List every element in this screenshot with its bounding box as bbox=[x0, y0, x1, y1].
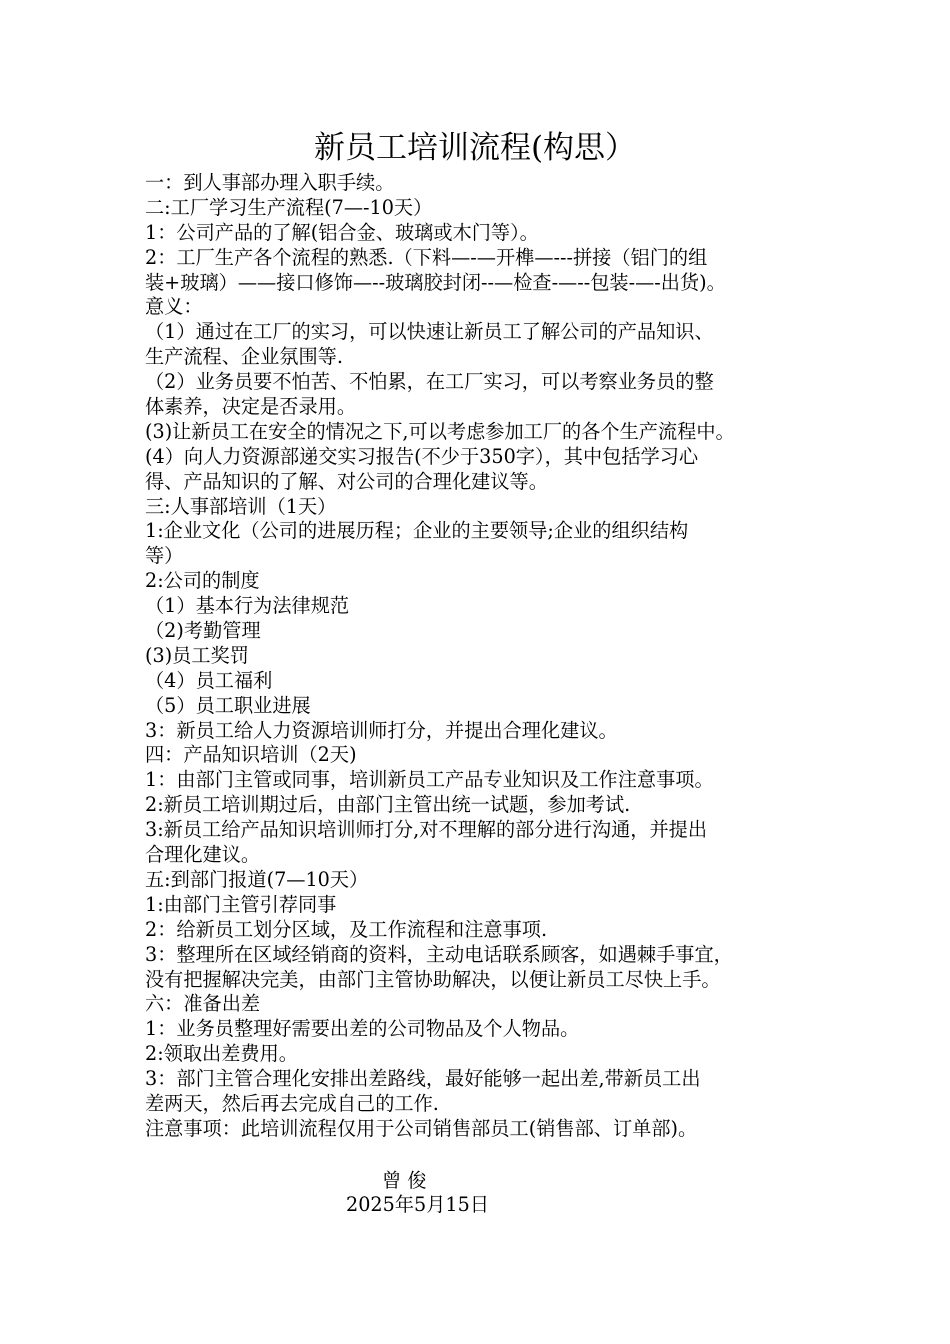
signature-name: 曾 俊 bbox=[382, 1169, 427, 1192]
document-body bbox=[145, 171, 825, 1142]
text-line: （2)考勤管理 bbox=[145, 619, 261, 643]
text-line: 1：业务员整理好需要出差的公司物品及个人物品。 bbox=[145, 1017, 580, 1041]
text-line: 意义： bbox=[145, 295, 203, 319]
text-line: 2:公司的制度 bbox=[145, 569, 260, 593]
text-line: （4）员工福利 bbox=[145, 668, 273, 692]
text-line: 等） bbox=[145, 544, 184, 568]
text-line: (3)员工奖罚 bbox=[145, 643, 249, 667]
text-line: 没有把握解决完美，由部门主管协助解决，以便让新员工尽快上手。 bbox=[145, 967, 721, 991]
text-line: 差两天，然后再去完成自己的工作. bbox=[145, 1091, 439, 1115]
text-line: 2:领取出差费用。 bbox=[145, 1042, 298, 1066]
text-line: 生产流程、企业氛围等. bbox=[145, 345, 343, 369]
text-line: （1）通过在工厂的实习，可以快速让新员工了解公司的产品知识、 bbox=[145, 320, 714, 344]
text-line: 三:人事部培训（1天） bbox=[145, 494, 337, 518]
text-line: 3：新员工给人力资源培训师打分，并提出合理化建议。 bbox=[145, 718, 618, 742]
text-line: 3：部门主管合理化安排出差路线，最好能够一起出差,带新员工出 bbox=[145, 1067, 701, 1091]
text-line: 1：由部门主管或同事，培训新员工产品专业知识及工作注意事项。 bbox=[145, 768, 714, 792]
text-line: 合理化建议。 bbox=[145, 843, 261, 867]
text-line: 1:由部门主管引荐同事 bbox=[145, 892, 337, 916]
text-line: 1：公司产品的了解(铝合金、玻璃或木门等）。 bbox=[145, 220, 539, 244]
text-line: 四：产品知识培训（2天) bbox=[145, 743, 357, 767]
text-line: (3)让新员工在安全的情况之下,可以考虑参加工厂的各个生产流程中。 bbox=[145, 419, 735, 443]
text-line: 五:到部门报道(7—10天） bbox=[145, 867, 369, 891]
text-line: 体素养，决定是否录用。 bbox=[145, 395, 357, 419]
text-line: 2:新员工培训期过后，由部门主管出统一试题，参加考试. bbox=[145, 793, 631, 817]
text-line: （5）员工职业进展 bbox=[145, 693, 311, 717]
text-line: 2：工厂生产各个流程的熟悉.（下料—-—开榫—---拼接（铝门的组 bbox=[145, 245, 708, 269]
text-line: 二:工厂学习生产流程(7—-10天） bbox=[145, 195, 433, 219]
text-line: （1）基本行为法律规范 bbox=[145, 594, 350, 618]
text-line: 3:新员工给产品知识培训师打分,对不理解的部分进行沟通，并提出 bbox=[145, 818, 708, 842]
text-line: (4）向人力资源部递交实习报告(不少于350字），其中包括学习心 bbox=[145, 444, 699, 468]
text-line: 3：整理所在区域经销商的资料，主动电话联系顾客，如遇棘手事宜， bbox=[145, 942, 733, 966]
text-line: 1:企业文化（公司的进展历程；企业的主要领导;企业的组织结构 bbox=[145, 519, 689, 543]
text-line: 注意事项：此培训流程仅用于公司销售部员工(销售部、订单部)。 bbox=[145, 1116, 698, 1140]
signature-date: 2025年5月15日 bbox=[346, 1193, 490, 1216]
text-line: 一：到人事部办理入职手续。 bbox=[145, 171, 395, 194]
document-title: 新员工培训流程(构思） bbox=[313, 130, 637, 166]
text-line: 2：给新员工划分区域，及工作流程和注意事项. bbox=[145, 917, 548, 941]
text-line: （2）业务员要不怕苦、不怕累，在工厂实习，可以考察业务员的整 bbox=[145, 370, 714, 394]
text-line: 得、产品知识的了解、对公司的合理化建议等。 bbox=[145, 469, 548, 493]
text-line: 装+玻璃）——接口修饰—--玻璃胶封闭--—检查-—--包装-—-出货)。 bbox=[145, 270, 726, 294]
text-line: 六：准备出差 bbox=[145, 992, 261, 1016]
